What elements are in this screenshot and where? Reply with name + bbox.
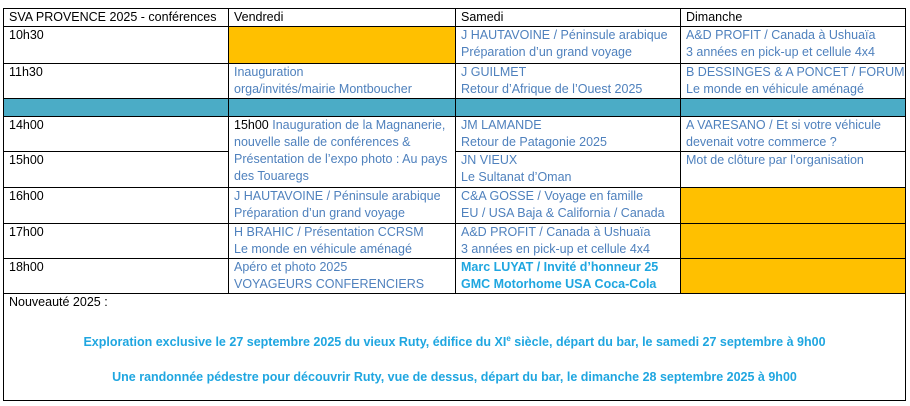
- news-item-randonnee: Une randonnée pédestre pour découvrir Ruty, vue de dessus, départ du bar, le dimanche 28 septembre 2025 à 9h00: [112, 370, 797, 384]
- table-row-17h00: [4, 224, 906, 259]
- time-cell: [4, 224, 229, 259]
- conference-schedule-table: [3, 8, 906, 401]
- guest-of-honour-cell: [456, 259, 681, 294]
- news-text: siècle, départ du bar, le samedi 27 septembre à 9h00: [510, 335, 826, 349]
- session-speaker: B DESSINGES & A PONCET / FORUM: [686, 65, 905, 79]
- session-topic: devenait votre commerce ?: [686, 135, 837, 149]
- session-time-prefix: 15h00: [234, 118, 269, 132]
- time-label: 15h00: [9, 153, 44, 167]
- table-row-10h30: [4, 27, 906, 64]
- table-row-16h00: [4, 188, 906, 224]
- session-topic: VOYAGEURS CONFERENCIERS: [234, 277, 425, 291]
- session-topic: Le Sultanat d’Oman: [461, 170, 572, 184]
- session-speaker: JM LAMANDE: [461, 118, 542, 132]
- table-row-11h30: [4, 64, 906, 99]
- time-label: 16h00: [9, 189, 44, 203]
- day-header-samedi: Samedi: [456, 9, 681, 27]
- session-topic: GMC Motorhome USA Coca-Cola: [461, 277, 657, 291]
- session-cell: [681, 64, 906, 99]
- time-cell: [4, 64, 229, 99]
- session-speaker: A&D PROFIT / Canada à Ushuaïa: [461, 225, 651, 239]
- break-cell: [4, 99, 229, 117]
- session-topic: 3 années en pick-up et cellule 4x4: [686, 45, 876, 59]
- unavailable-slot: [229, 27, 456, 64]
- session-cell: [681, 27, 906, 64]
- time-label: 14h00: [9, 118, 44, 132]
- header-row: [4, 9, 906, 27]
- news-cell: [4, 294, 906, 401]
- break-cell: [681, 99, 906, 117]
- break-cell: [229, 99, 456, 117]
- session-cell: [456, 117, 681, 152]
- break-cell: [456, 99, 681, 117]
- session-speaker: J HAUTAVOINE / Péninsule arabique: [234, 189, 441, 203]
- time-cell: [4, 27, 229, 64]
- session-topic: 3 années en pick-up et cellule 4x4: [461, 242, 651, 256]
- session-speaker: JN VIEUX: [461, 153, 518, 167]
- time-cell: [4, 188, 229, 224]
- table-row-14h00: [4, 117, 906, 152]
- session-speaker: J HAUTAVOINE / Péninsule arabique: [461, 28, 668, 42]
- unavailable-slot: [681, 188, 906, 224]
- session-topic: Préparation d’un grand voyage: [461, 45, 632, 59]
- session-topic: orga/invités/mairie Montboucher: [234, 82, 412, 96]
- time-label: 10h30: [9, 28, 44, 42]
- session-topic: Préparation d’un grand voyage: [234, 206, 405, 220]
- session-cell: [456, 188, 681, 224]
- schedule-title: SVA PROVENCE 2025 - conférences: [4, 9, 229, 27]
- news-row: [4, 294, 906, 401]
- session-cell: [456, 27, 681, 64]
- session-cell: [229, 259, 456, 294]
- session-description: Inauguration de la Magnanerie, nouvelle salle de conférences & Présentation de l’expo photo : Au pays des Touaregs: [234, 118, 448, 183]
- session-cell: [229, 224, 456, 259]
- session-cell: [681, 117, 906, 152]
- session-cell: [456, 224, 681, 259]
- session-speaker: Inauguration: [234, 65, 304, 79]
- time-cell: [4, 117, 229, 152]
- session-topic: Retour d’Afrique de l’Ouest 2025: [461, 82, 643, 96]
- time-cell: [4, 152, 229, 188]
- session-topic: EU / USA Baja & California / Canada: [461, 206, 665, 220]
- session-cell-merged: [229, 117, 456, 188]
- lunch-break-band: [4, 99, 906, 117]
- session-cell: [456, 152, 681, 188]
- time-cell: [4, 259, 229, 294]
- session-speaker: A&D PROFIT / Canada à Ushuaïa: [686, 28, 876, 42]
- table-row-18h00: [4, 259, 906, 294]
- time-label: 11h30: [9, 65, 43, 79]
- news-title: Nouveauté 2025 :: [9, 295, 108, 309]
- session-cell: [456, 64, 681, 99]
- unavailable-slot: [681, 259, 906, 294]
- news-superscript: e: [506, 333, 511, 343]
- session-speaker: A VARESANO / Et si votre véhicule: [686, 118, 881, 132]
- news-item-exploration: [9, 333, 900, 351]
- news-text: Exploration exclusive le 27 septembre 2025 du vieux Ruty, édifice du XI: [83, 335, 507, 349]
- unavailable-slot: [681, 224, 906, 259]
- day-header-dimanche: Dimanche: [681, 9, 906, 27]
- time-label: 18h00: [9, 260, 44, 274]
- session-cell: [229, 188, 456, 224]
- day-header-vendredi: Vendredi: [229, 9, 456, 27]
- session-topic: Mot de clôture par l’organisation: [686, 153, 864, 167]
- session-topic: Le monde en véhicule aménagé: [686, 82, 864, 96]
- session-speaker: H BRAHIC / Présentation CCRSM: [234, 225, 424, 239]
- session-cell: [681, 152, 906, 188]
- session-speaker: C&A GOSSE / Voyage en famille: [461, 189, 644, 203]
- time-label: 17h00: [9, 225, 44, 239]
- session-speaker: Apéro et photo 2025: [234, 260, 348, 274]
- session-speaker: J GUILMET: [461, 65, 527, 79]
- session-topic: Le monde en véhicule aménagé: [234, 242, 412, 256]
- session-topic: Retour de Patagonie 2025: [461, 135, 607, 149]
- session-cell: [229, 64, 456, 99]
- session-speaker: Marc LUYAT / Invité d’honneur 25: [461, 260, 659, 274]
